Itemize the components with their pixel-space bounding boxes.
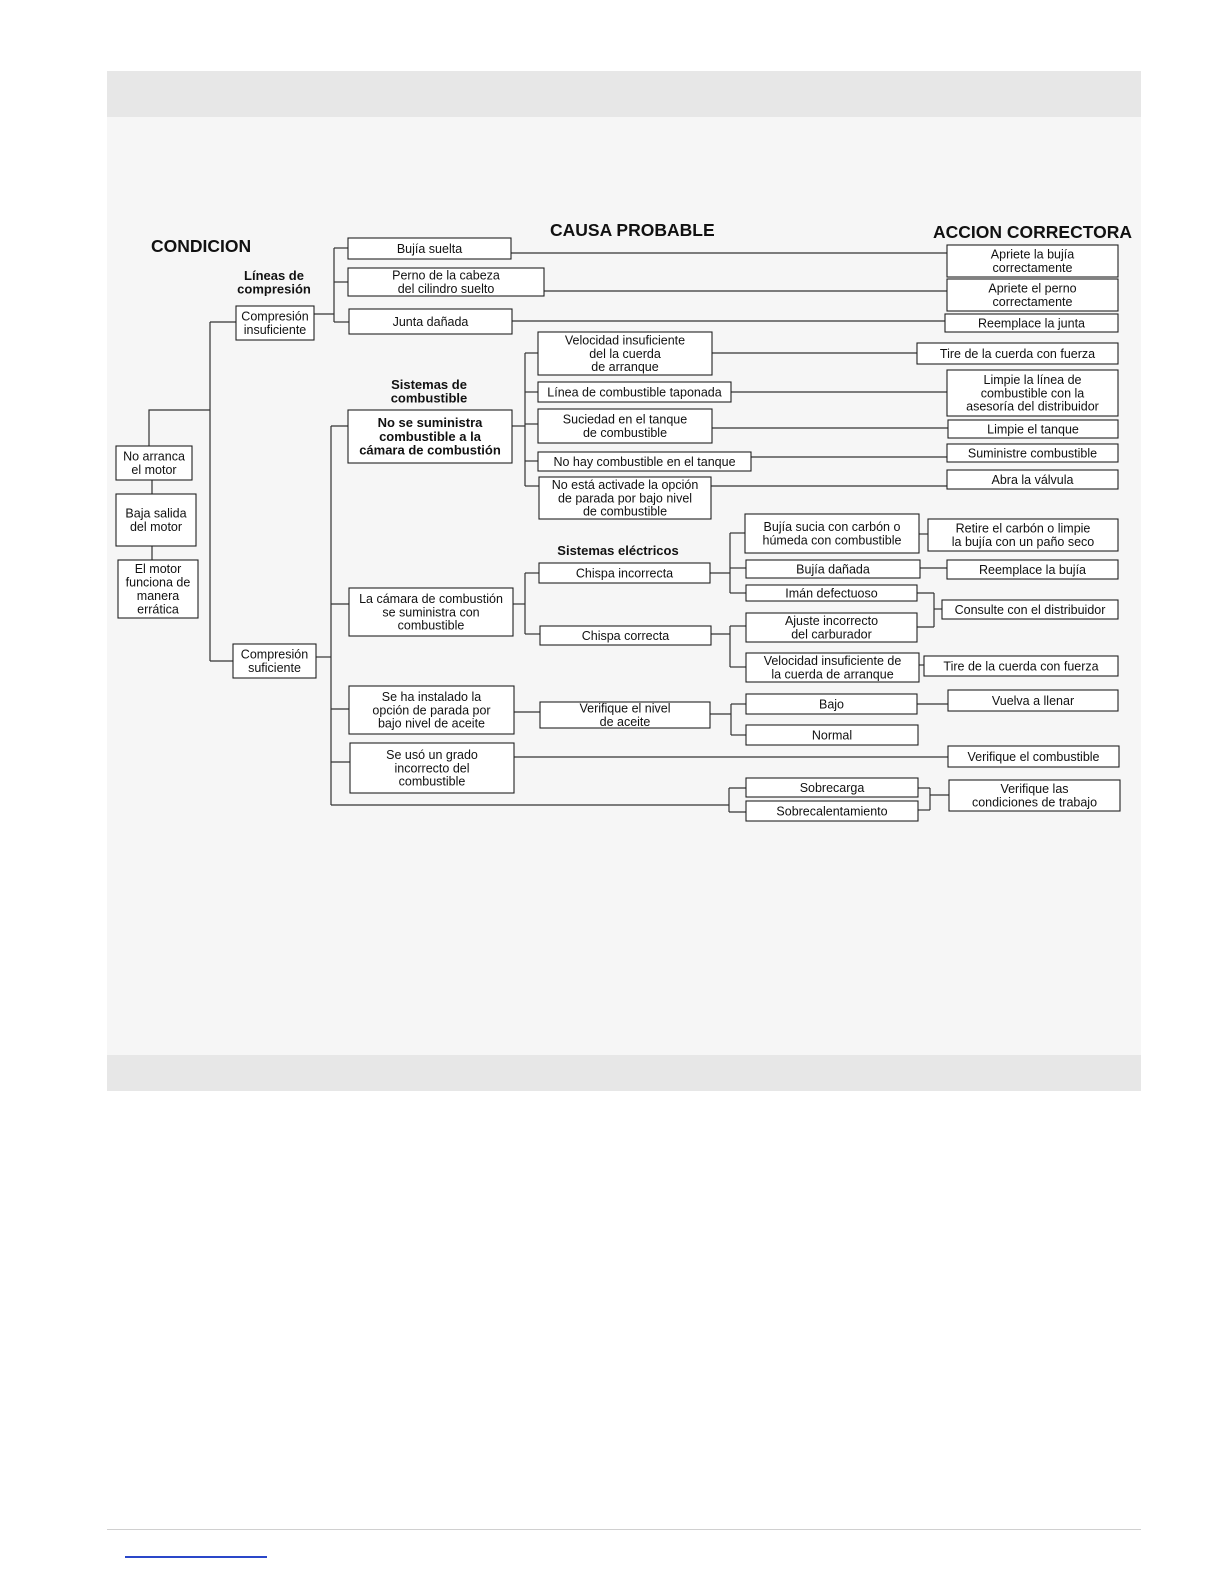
- cause-velocidad-cuerda-label: del la cuerda: [589, 346, 661, 361]
- action-limpie-tanque-box: [948, 420, 1118, 438]
- section-sistemas-combustible: combustible: [390, 390, 468, 406]
- condition-motor-erratico-label: manera: [136, 589, 180, 603]
- cause-no-hay-combustible-box: [538, 452, 751, 471]
- action-retire-carbon-label: la bujía con un paño seco: [951, 535, 1095, 549]
- action-vuelva-llenar-box: [948, 690, 1118, 711]
- action-tire-cuerda-2-box: [924, 656, 1118, 676]
- condition-no-arranca-label: el motor: [131, 463, 177, 477]
- footer-rule: [107, 1529, 1141, 1530]
- cause-linea-taponada-box: [538, 382, 731, 402]
- cause-bujia-sucia-box: [745, 514, 919, 553]
- cause-camara-suministra-label: combustible: [397, 618, 465, 633]
- cause-sobrecarga-box: [746, 778, 918, 797]
- cause-sobrecalentamiento-label: Sobrecalentamiento: [776, 804, 888, 819]
- condition-baja-salida-box: [116, 494, 196, 546]
- cause-chispa-incorrecta-label: Chispa incorrecta: [575, 566, 674, 581]
- cause-velocidad-cuerda-2-box: [746, 653, 919, 682]
- cause-no-suministra-combustible-label: No se suministra: [377, 415, 483, 431]
- section-sistemas-electricos: Sistemas eléctricos: [557, 543, 679, 558]
- cause-ajuste-carburador-label: Ajuste incorrecto: [784, 614, 879, 629]
- condition-baja-salida-label: del motor: [129, 520, 183, 534]
- action-limpie-linea-label: combustible con la: [980, 386, 1085, 401]
- action-tire-cuerda-label: Tire de la cuerda con fuerza: [939, 346, 1096, 361]
- cause-chispa-correcta-label: Chispa correcta: [581, 628, 670, 643]
- cause-velocidad-cuerda-label: de arranque: [591, 360, 659, 375]
- condition-baja-salida-label: Baja salida: [125, 506, 187, 521]
- action-consulte-distribuidor-label: Consulte con el distribuidor: [954, 602, 1106, 617]
- cause-chispa-incorrecta-box: [539, 563, 710, 583]
- action-apriete-perno-label: Apriete el perno: [988, 281, 1077, 296]
- action-apriete-perno-label: correctamente: [992, 295, 1073, 309]
- condition-motor-erratico-box: [118, 560, 198, 618]
- action-tire-cuerda-2-label: Tire de la cuerda con fuerza: [943, 659, 1099, 674]
- condition-no-arranca-label: No arranca: [123, 449, 185, 464]
- cause-no-suministra-combustible-label: combustible a la: [379, 428, 481, 444]
- cause-verifique-nivel-box: [540, 702, 710, 729]
- action-reemplace-junta-label: Reemplace la junta: [977, 316, 1086, 331]
- action-limpie-linea-box: [947, 370, 1118, 416]
- condition-motor-erratico-label: funciona de: [125, 575, 191, 590]
- cause-ajuste-carburador-box: [746, 613, 917, 642]
- cause-sobrecarga-label: Sobrecarga: [799, 780, 865, 795]
- cause-velocidad-cuerda-2-label: Velocidad insuficiente de: [763, 654, 902, 669]
- heading-causa-probable: CAUSA PROBABLE: [550, 220, 715, 240]
- cause-iman-defectuoso-label: Imán defectuoso: [785, 586, 878, 601]
- action-reemplace-bujia-box: [947, 560, 1118, 579]
- action-verifique-condiciones-box: [949, 780, 1120, 811]
- cause-iman-defectuoso-box: [746, 585, 917, 601]
- cause-verifique-nivel-label: de aceite: [599, 715, 651, 729]
- cause-perno-cabeza-box: [348, 268, 544, 296]
- action-apriete-bujia-box: [947, 245, 1118, 277]
- action-verifique-combustible-label: Verifique el combustible: [967, 749, 1100, 764]
- cause-bujia-suelta-box: [348, 238, 511, 259]
- cause-camara-suministra-label: La cámara de combustión: [359, 591, 503, 606]
- action-verifique-condiciones-label: Verifique las: [1000, 782, 1069, 797]
- cause-opcion-aceite-box: [349, 686, 514, 734]
- cause-bajo-label: Bajo: [818, 697, 845, 712]
- action-suministre-combustible-label: Suministre combustible: [967, 446, 1098, 461]
- section-lineas-compresion: compresión: [237, 281, 311, 297]
- cause-suciedad-tanque-label: Suciedad en el tanque: [562, 412, 688, 427]
- cause-opcion-aceite-label: bajo nivel de aceite: [377, 716, 486, 731]
- action-apriete-bujia-label: correctamente: [992, 261, 1073, 275]
- cause-no-suministra-combustible-box: [348, 410, 512, 463]
- cause-velocidad-cuerda-box: [538, 332, 712, 375]
- cause-normal-label: Normal: [811, 728, 853, 743]
- cause-perno-cabeza-label: del cilindro suelto: [397, 282, 495, 296]
- section-sistemas-combustible: Sistemas de: [391, 377, 467, 392]
- action-abra-valvula-box: [947, 470, 1118, 489]
- cause-camara-suministra-box: [349, 588, 513, 636]
- cause-bujia-danada-label: Bujía dañada: [796, 562, 870, 577]
- compression-suficiente-box: [233, 644, 316, 678]
- cause-linea-taponada-label: Línea de combustible taponada: [547, 385, 722, 400]
- condition-motor-erratico-label: El motor: [134, 562, 182, 577]
- cause-chispa-correcta-box: [540, 626, 711, 645]
- cause-sobrecalentamiento-box: [746, 801, 918, 821]
- cause-grado-incorrecto-box: [350, 743, 514, 793]
- cause-grado-incorrecto-label: incorrecto del: [394, 761, 470, 776]
- action-retire-carbon-box: [928, 519, 1118, 551]
- action-apriete-perno-box: [947, 279, 1118, 311]
- cause-normal-box: [746, 725, 918, 745]
- cause-no-hay-combustible-label: No hay combustible en el tanque: [553, 454, 736, 469]
- cause-no-activada-opcion-label: No está activade la opción: [551, 477, 699, 492]
- section-lineas-compresion: Líneas de: [244, 268, 304, 283]
- connector-line: [149, 410, 210, 446]
- cause-opcion-aceite-label: opción de parada por: [372, 703, 491, 718]
- cause-bajo-box: [746, 694, 917, 714]
- flowchart-nodes: [116, 238, 1120, 821]
- action-limpie-linea-label: Limpie la línea de: [983, 372, 1082, 387]
- action-reemplace-junta-box: [945, 314, 1118, 332]
- action-suministre-combustible-box: [947, 444, 1118, 462]
- compression-insuficiente-label: insuficiente: [243, 323, 307, 337]
- compression-suficiente-label: suficiente: [248, 661, 301, 675]
- cause-opcion-aceite-label: Se ha instalado la: [381, 689, 482, 704]
- cause-verifique-nivel-label: Verifique el nivel: [579, 701, 671, 716]
- action-apriete-bujia-label: Apriete la bujía: [990, 247, 1075, 262]
- compression-insuficiente-box: [236, 306, 314, 340]
- cause-suciedad-tanque-label: de combustible: [582, 426, 668, 440]
- action-abra-valvula-label: Abra la válvula: [991, 472, 1074, 487]
- footer-link-underline[interactable]: [125, 1556, 267, 1558]
- action-reemplace-bujia-label: Reemplace la bujía: [978, 562, 1087, 577]
- cause-camara-suministra-label: se suministra con: [382, 605, 480, 620]
- condition-motor-erratico-label: errática: [137, 602, 179, 617]
- heading-accion-correctora: ACCION CORRECTORA: [933, 222, 1132, 242]
- cause-junta-danada-box: [349, 309, 512, 334]
- cause-ajuste-carburador-label: del carburador: [791, 627, 872, 642]
- cause-velocidad-cuerda-2-label: la cuerda de arranque: [771, 667, 894, 682]
- action-limpie-tanque-label: Limpie el tanque: [987, 422, 1079, 437]
- action-limpie-linea-label: asesoría del distribuidor: [966, 399, 1099, 414]
- cause-junta-danada-label: Junta dañada: [392, 314, 469, 329]
- action-consulte-distribuidor-box: [942, 600, 1118, 619]
- cause-grado-incorrecto-label: combustible: [398, 774, 466, 789]
- action-verifique-combustible-box: [948, 746, 1119, 767]
- cause-bujia-sucia-label: Bujía sucia con carbón o: [763, 520, 901, 535]
- cause-no-activada-opcion-box: [539, 477, 711, 519]
- compression-insuficiente-label: Compresión: [241, 309, 309, 324]
- action-vuelva-llenar-label: Vuelva a llenar: [991, 693, 1075, 708]
- cause-bujia-danada-box: [746, 560, 920, 578]
- cause-bujia-sucia-label: húmeda con combustible: [762, 533, 902, 548]
- cause-suciedad-tanque-box: [538, 409, 712, 443]
- cause-bujia-suelta-label: Bujía suelta: [396, 241, 463, 256]
- cause-no-suministra-combustible-label: cámara de combustión: [359, 442, 501, 458]
- cause-grado-incorrecto-label: Se usó un grado: [386, 747, 478, 762]
- cause-no-activada-opcion-label: de combustible: [582, 504, 668, 519]
- cause-velocidad-cuerda-label: Velocidad insuficiente: [564, 333, 686, 348]
- action-tire-cuerda-box: [917, 343, 1118, 364]
- compression-suficiente-label: Compresión: [240, 647, 309, 662]
- action-verifique-condiciones-label: condiciones de trabajo: [971, 795, 1098, 810]
- cause-perno-cabeza-label: Perno de la cabeza: [392, 268, 500, 283]
- heading-condicion: CONDICION: [151, 236, 252, 256]
- condition-no-arranca-box: [116, 446, 192, 480]
- action-retire-carbon-label: Retire el carbón o limpie: [955, 521, 1091, 536]
- cause-no-activada-opcion-label: de parada por bajo nivel: [557, 491, 693, 506]
